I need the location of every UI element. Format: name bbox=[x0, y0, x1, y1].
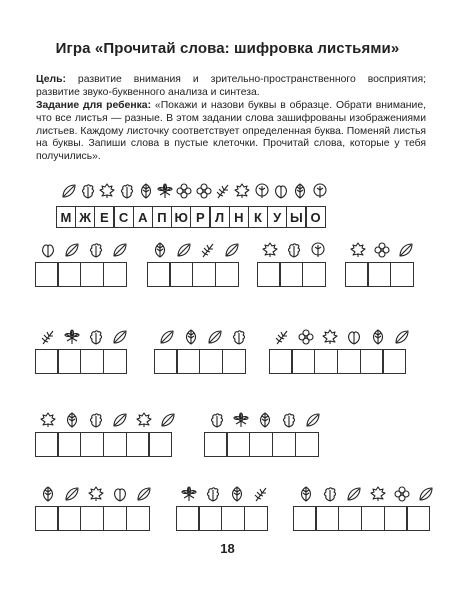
cipher-leaf bbox=[346, 240, 370, 260]
cipher-leaves bbox=[294, 484, 438, 504]
answer-cell[interactable] bbox=[337, 349, 361, 374]
cipher-leaves bbox=[346, 240, 418, 260]
key-letter: Н bbox=[229, 206, 250, 228]
key-leaf bbox=[117, 182, 136, 200]
cipher-leaf bbox=[201, 484, 225, 504]
key-letter: Р bbox=[190, 206, 211, 228]
cipher-leaf bbox=[60, 484, 84, 504]
key-letter: Ж bbox=[75, 206, 96, 228]
birch-leaf-icon bbox=[175, 241, 193, 259]
birch-leaf-icon bbox=[397, 241, 415, 259]
birch-leaf-icon bbox=[63, 485, 81, 503]
flower-leaf-icon bbox=[297, 328, 315, 346]
key-leaf bbox=[310, 182, 329, 200]
key-leaf bbox=[233, 182, 252, 200]
answer-cells bbox=[205, 432, 325, 457]
answer-cell[interactable] bbox=[345, 262, 369, 287]
cipher-leaf bbox=[36, 327, 60, 347]
cipher-leaf bbox=[220, 240, 244, 260]
cipher-leaf bbox=[318, 327, 342, 347]
birch-leaf-icon bbox=[111, 328, 129, 346]
answer-cell[interactable] bbox=[35, 262, 59, 287]
word-puzzle-11 bbox=[177, 484, 273, 531]
cipher-leaf bbox=[196, 240, 220, 260]
cipher-leaves bbox=[36, 410, 180, 430]
cipher-leaves bbox=[148, 240, 244, 260]
answer-cells bbox=[36, 262, 132, 287]
task-label: Задание для ребенка: bbox=[36, 100, 152, 111]
answer-cell[interactable] bbox=[360, 349, 384, 374]
key-letter: К bbox=[248, 206, 269, 228]
answer-cell[interactable] bbox=[226, 432, 250, 457]
cipher-leaf bbox=[84, 410, 108, 430]
key-leaf bbox=[136, 182, 155, 200]
fern-leaf-icon bbox=[273, 328, 291, 346]
answer-cell[interactable] bbox=[249, 432, 273, 457]
cipher-leaf bbox=[203, 327, 227, 347]
cipher-leaf bbox=[179, 327, 203, 347]
answer-cell[interactable] bbox=[384, 506, 408, 531]
birch-leaf-icon bbox=[60, 182, 78, 200]
fern-leaf-icon bbox=[214, 182, 232, 200]
answer-cell[interactable] bbox=[103, 262, 127, 287]
chestnut-leaf-icon bbox=[180, 485, 198, 503]
elm-leaf-icon bbox=[63, 411, 81, 429]
cipher-leaves bbox=[270, 327, 414, 347]
cipher-leaf bbox=[36, 410, 60, 430]
key-leaf bbox=[291, 182, 310, 200]
elm-leaf-icon bbox=[228, 485, 246, 503]
cipher-leaf bbox=[270, 327, 294, 347]
key-letter: Е bbox=[94, 206, 115, 228]
word-puzzle-7 bbox=[270, 327, 414, 374]
maple-leaf-icon bbox=[369, 485, 387, 503]
maple-leaf-icon bbox=[261, 241, 279, 259]
cipher-leaves bbox=[205, 410, 325, 430]
flower-leaf-icon bbox=[393, 485, 411, 503]
elm-leaf-icon bbox=[39, 485, 57, 503]
letter-key-row bbox=[57, 206, 326, 228]
word-puzzle-9 bbox=[205, 410, 325, 457]
answer-cell[interactable] bbox=[390, 262, 414, 287]
answer-cell[interactable] bbox=[103, 349, 127, 374]
birch-leaf-icon bbox=[223, 241, 241, 259]
key-letter: У bbox=[267, 206, 288, 228]
maple-leaf-icon bbox=[349, 241, 367, 259]
answer-cells bbox=[36, 349, 132, 374]
cipher-leaf bbox=[84, 327, 108, 347]
birch-leaf-icon bbox=[159, 411, 177, 429]
round-leaf-icon bbox=[309, 241, 327, 259]
answer-cell[interactable] bbox=[244, 506, 268, 531]
birch-leaf-icon bbox=[111, 241, 129, 259]
oak-leaf-icon bbox=[204, 485, 222, 503]
key-leaf bbox=[194, 182, 213, 200]
cipher-leaves bbox=[258, 240, 330, 260]
answer-cell[interactable] bbox=[103, 432, 127, 457]
cipher-leaf bbox=[366, 327, 390, 347]
birch-leaf-icon bbox=[158, 328, 176, 346]
page-number: 18 bbox=[220, 541, 235, 556]
cipher-leaf bbox=[84, 240, 108, 260]
round-leaf-icon bbox=[311, 182, 329, 200]
maple-leaf-icon bbox=[321, 328, 339, 346]
oak-leaf-icon bbox=[230, 328, 248, 346]
cipher-leaf bbox=[108, 410, 132, 430]
answer-cells bbox=[258, 262, 330, 287]
key-letter: О bbox=[305, 206, 326, 228]
oak-leaf-icon bbox=[208, 411, 226, 429]
oak-leaf-icon bbox=[285, 241, 303, 259]
key-letter: Ю bbox=[171, 206, 192, 228]
cipher-leaf bbox=[390, 484, 414, 504]
oak-leaf-icon bbox=[87, 328, 105, 346]
answer-cell[interactable] bbox=[57, 432, 81, 457]
answer-cell[interactable] bbox=[406, 506, 430, 531]
page-title: Игра «Прочитай слова: шифровка листьями» bbox=[55, 40, 400, 57]
answer-cell[interactable] bbox=[57, 262, 81, 287]
answer-cell[interactable] bbox=[154, 349, 178, 374]
cipher-leaf bbox=[370, 240, 394, 260]
answer-cell[interactable] bbox=[215, 262, 239, 287]
key-letter: Ы bbox=[286, 206, 307, 228]
linden-leaf-icon bbox=[39, 241, 57, 259]
word-puzzle-4 bbox=[346, 240, 418, 287]
birch-leaf-icon bbox=[111, 411, 129, 429]
answer-cell[interactable] bbox=[361, 506, 385, 531]
cipher-leaf bbox=[108, 240, 132, 260]
cipher-leaves bbox=[36, 240, 132, 260]
answer-cell[interactable] bbox=[314, 349, 338, 374]
cipher-leaf bbox=[301, 410, 325, 430]
answer-cell[interactable] bbox=[148, 432, 172, 457]
answer-cell[interactable] bbox=[295, 432, 319, 457]
answer-cell[interactable] bbox=[35, 506, 59, 531]
task-text: «Покажи и назови буквы в образце. Обрати внимание, что все листья — разные. В этом задании слова зашифрованы изображениями листьев. Каждому листочку соответствует определенная буква. Поменяй листья на буквы. Запиши слова в пустые клеточки. Прочитай слова, которые у тебя получились». bbox=[36, 100, 426, 163]
cipher-leaves bbox=[36, 484, 156, 504]
oak-leaf-icon bbox=[87, 411, 105, 429]
key-leaf bbox=[155, 182, 174, 200]
cipher-leaf bbox=[253, 410, 277, 430]
word-puzzle-12 bbox=[294, 484, 438, 531]
answer-cell[interactable] bbox=[338, 506, 362, 531]
key-letter: М bbox=[56, 206, 77, 228]
oak-leaf-icon bbox=[79, 182, 97, 200]
elm-leaf-icon bbox=[297, 485, 315, 503]
key-leaf bbox=[175, 182, 194, 200]
cipher-leaf bbox=[414, 484, 438, 504]
elm-leaf-icon bbox=[137, 182, 155, 200]
answer-cells bbox=[36, 432, 180, 457]
answer-cells bbox=[294, 506, 438, 531]
answer-cell[interactable] bbox=[269, 349, 293, 374]
answer-cell[interactable] bbox=[57, 349, 81, 374]
answer-cell[interactable] bbox=[367, 262, 391, 287]
elm-leaf-icon bbox=[151, 241, 169, 259]
answer-cell[interactable] bbox=[257, 262, 281, 287]
answer-cell[interactable] bbox=[198, 506, 222, 531]
answer-cell[interactable] bbox=[291, 349, 315, 374]
cipher-leaf bbox=[306, 240, 330, 260]
maple-leaf-icon bbox=[39, 411, 57, 429]
goal-text: развитие внимания и зрительно-пространственного восприятия; развитие звуко-буквенного анализа и синтеза. bbox=[36, 74, 426, 98]
fern-leaf-icon bbox=[199, 241, 217, 259]
word-puzzle-5 bbox=[36, 327, 132, 374]
cipher-leaves bbox=[177, 484, 273, 504]
fern-leaf-icon bbox=[39, 328, 57, 346]
cipher-leaf bbox=[177, 484, 201, 504]
key-leaf bbox=[59, 182, 78, 200]
flower-leaf-icon bbox=[373, 241, 391, 259]
answer-cell[interactable] bbox=[204, 432, 228, 457]
cipher-leaf bbox=[155, 327, 179, 347]
chestnut-leaf-icon bbox=[63, 328, 81, 346]
birch-leaf-icon bbox=[63, 241, 81, 259]
answer-cell[interactable] bbox=[221, 506, 245, 531]
answer-cell[interactable] bbox=[126, 432, 150, 457]
key-leaf bbox=[78, 182, 97, 200]
cipher-leaf bbox=[342, 484, 366, 504]
answer-cell[interactable] bbox=[57, 506, 81, 531]
cipher-leaf bbox=[84, 484, 108, 504]
birch-leaf-icon bbox=[304, 411, 322, 429]
word-puzzle-3 bbox=[258, 240, 330, 287]
flower-leaf-icon bbox=[175, 182, 193, 200]
oak-leaf-icon bbox=[321, 485, 339, 503]
round-leaf-icon bbox=[253, 182, 271, 200]
maple-leaf-icon bbox=[87, 485, 105, 503]
word-puzzle-10 bbox=[36, 484, 156, 531]
fern-leaf-icon bbox=[252, 485, 270, 503]
answer-cell[interactable] bbox=[315, 506, 339, 531]
key-letter: С bbox=[113, 206, 134, 228]
answer-cell[interactable] bbox=[103, 506, 127, 531]
cipher-leaf bbox=[172, 240, 196, 260]
answer-cell[interactable] bbox=[80, 262, 104, 287]
elm-leaf-icon bbox=[182, 328, 200, 346]
birch-leaf-icon bbox=[417, 485, 435, 503]
birch-leaf-icon bbox=[393, 328, 411, 346]
answer-cell[interactable] bbox=[80, 506, 104, 531]
word-puzzle-2 bbox=[148, 240, 244, 287]
answer-cell[interactable] bbox=[35, 432, 59, 457]
answer-cell[interactable] bbox=[192, 262, 216, 287]
elm-leaf-icon bbox=[256, 411, 274, 429]
cipher-leaf bbox=[258, 240, 282, 260]
key-letter: П bbox=[152, 206, 173, 228]
oak-leaf-icon bbox=[280, 411, 298, 429]
cipher-leaf bbox=[342, 327, 366, 347]
maple-leaf-icon bbox=[233, 182, 251, 200]
answer-cell[interactable] bbox=[199, 349, 223, 374]
cipher-leaf bbox=[294, 484, 318, 504]
answer-cell[interactable] bbox=[279, 262, 303, 287]
cipher-leaf bbox=[205, 410, 229, 430]
answer-cells bbox=[177, 506, 273, 531]
cipher-leaf bbox=[132, 410, 156, 430]
answer-cell[interactable] bbox=[302, 262, 326, 287]
cipher-leaf bbox=[148, 240, 172, 260]
cipher-leaf bbox=[36, 240, 60, 260]
cipher-leaf bbox=[225, 484, 249, 504]
task-paragraph bbox=[36, 100, 426, 164]
answer-cell[interactable] bbox=[169, 262, 193, 287]
cipher-leaf bbox=[366, 484, 390, 504]
answer-cell[interactable] bbox=[293, 506, 317, 531]
answer-cell[interactable] bbox=[272, 432, 296, 457]
oak-leaf-icon bbox=[87, 241, 105, 259]
flower-leaf-icon bbox=[195, 182, 213, 200]
cipher-leaf bbox=[229, 410, 253, 430]
maple-leaf-icon bbox=[135, 411, 153, 429]
key-letter: А bbox=[133, 206, 154, 228]
cipher-leaf bbox=[249, 484, 273, 504]
cipher-leaf bbox=[277, 410, 301, 430]
key-leaf bbox=[252, 182, 271, 200]
cipher-leaf bbox=[318, 484, 342, 504]
answer-cells bbox=[36, 506, 156, 531]
key-letter: Л bbox=[209, 206, 230, 228]
answer-cell[interactable] bbox=[176, 506, 200, 531]
maple-leaf-icon bbox=[98, 182, 116, 200]
leaf-key-row bbox=[59, 182, 329, 200]
chestnut-leaf-icon bbox=[156, 182, 174, 200]
answer-cell[interactable] bbox=[35, 349, 59, 374]
word-puzzle-6 bbox=[155, 327, 251, 374]
cipher-leaf bbox=[394, 240, 418, 260]
cipher-leaf bbox=[108, 327, 132, 347]
word-puzzle-1 bbox=[36, 240, 132, 287]
cipher-leaf bbox=[390, 327, 414, 347]
cipher-leaf bbox=[227, 327, 251, 347]
birch-leaf-icon bbox=[345, 485, 363, 503]
cipher-leaf bbox=[108, 484, 132, 504]
cipher-leaf bbox=[132, 484, 156, 504]
answer-cell[interactable] bbox=[126, 506, 150, 531]
birch-leaf-icon bbox=[206, 328, 224, 346]
cipher-leaf bbox=[36, 484, 60, 504]
chestnut-leaf-icon bbox=[232, 411, 250, 429]
answer-cells bbox=[148, 262, 244, 287]
cipher-leaf bbox=[294, 327, 318, 347]
cipher-leaves bbox=[36, 327, 132, 347]
key-leaf bbox=[98, 182, 117, 200]
cipher-leaf bbox=[60, 410, 84, 430]
goal-label: Цель: bbox=[36, 74, 66, 85]
elm-leaf-icon bbox=[291, 182, 309, 200]
oak-leaf-icon bbox=[118, 182, 136, 200]
word-puzzle-8 bbox=[36, 410, 180, 457]
cipher-leaf bbox=[60, 327, 84, 347]
linden-leaf-icon bbox=[345, 328, 363, 346]
cipher-leaf bbox=[156, 410, 180, 430]
answer-cell[interactable] bbox=[80, 432, 104, 457]
cipher-leaf bbox=[60, 240, 84, 260]
answer-cell[interactable] bbox=[222, 349, 246, 374]
cipher-leaf bbox=[282, 240, 306, 260]
linden-leaf-icon bbox=[272, 182, 290, 200]
answer-cell[interactable] bbox=[147, 262, 171, 287]
answer-cell[interactable] bbox=[382, 349, 406, 374]
answer-cells bbox=[155, 349, 251, 374]
answer-cell[interactable] bbox=[80, 349, 104, 374]
goal-paragraph bbox=[36, 74, 426, 100]
key-leaf bbox=[213, 182, 232, 200]
elm-leaf-icon bbox=[369, 328, 387, 346]
key-leaf bbox=[271, 182, 290, 200]
answer-cells bbox=[270, 349, 414, 374]
linden-leaf-icon bbox=[111, 485, 129, 503]
answer-cells bbox=[346, 262, 418, 287]
cipher-leaves bbox=[155, 327, 251, 347]
birch-leaf-icon bbox=[135, 485, 153, 503]
answer-cell[interactable] bbox=[176, 349, 200, 374]
